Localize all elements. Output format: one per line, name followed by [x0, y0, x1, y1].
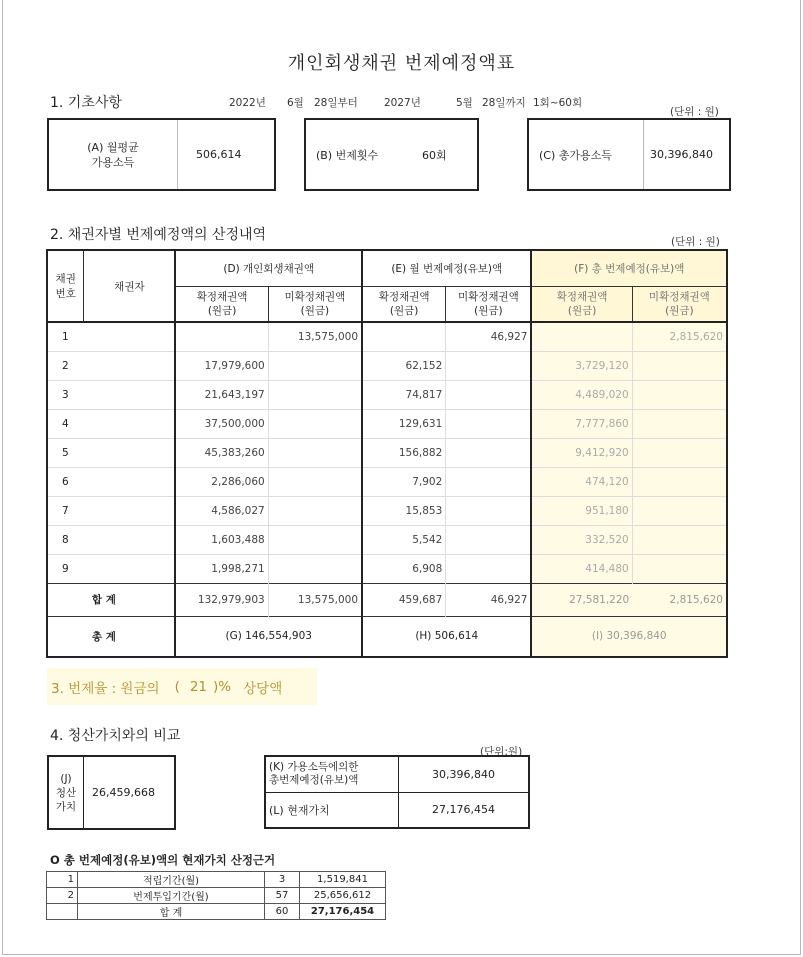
period-start-year: 2022년 — [229, 97, 266, 109]
f-confirmed-principal: (원금) — [567, 304, 597, 317]
f-unconfirmed-label: 미확정채권액 — [648, 290, 710, 303]
row-d2 — [268, 409, 362, 438]
subtotal-e2: 46,927 — [446, 583, 532, 616]
row-d2 — [268, 380, 362, 409]
period-start-day: 28일부터 — [314, 97, 358, 109]
row-creditor — [84, 380, 175, 409]
f-unconfirmed-principal: (원금) — [665, 304, 694, 317]
section3-rate-value: 21 — [189, 678, 208, 695]
subtotal-f2: 2,815,620 — [632, 583, 727, 616]
subtotal-row — [47, 583, 727, 616]
d-confirmed-principal: (원금) — [207, 304, 237, 317]
k-value: 30,396,840 — [399, 756, 530, 792]
row-number: 2 — [62, 359, 69, 372]
row-creditor — [84, 467, 175, 496]
table-row — [47, 322, 727, 351]
row-f2 — [632, 467, 727, 496]
basis-row-1-label: 적립기간(월) — [78, 872, 265, 888]
box-a-label-line1: (A) 월평균 — [87, 140, 139, 154]
k-label-2: 총번제예정(유보)액 — [269, 774, 359, 787]
basis-total-months: 60 — [265, 904, 300, 920]
row-number: 5 — [62, 446, 69, 459]
row-d1: 4,586,027 — [175, 496, 268, 525]
d-unconfirmed-label: 미확정채권액 — [284, 290, 346, 303]
row-f1: 4,489,020 — [531, 380, 632, 409]
row-d1: 2,286,060 — [175, 467, 268, 496]
d-unconfirmed-header — [268, 286, 362, 322]
row-e2 — [446, 380, 532, 409]
section4-unit: (단위:원) — [480, 746, 523, 758]
basis-row-1-months: 3 — [265, 872, 300, 888]
period-end-day: 28일까지 — [482, 97, 526, 109]
period-start-month: 6월 — [287, 97, 304, 109]
row-e2 — [446, 525, 532, 554]
row-f1: 332,520 — [531, 525, 632, 554]
section2-heading: 2. 채권자별 번제예정액의 산정내역 — [50, 227, 267, 243]
box-a-label — [49, 140, 177, 170]
subtotal-label: 합 계 — [84, 583, 175, 616]
box-c-label: (C) 총가용소득 — [539, 148, 612, 162]
section4-heading: 4. 청산가치와의 비교 — [50, 728, 181, 744]
row-e1: 74,817 — [362, 380, 446, 409]
subtotal-d1: 132,979,903 — [175, 583, 268, 616]
row-creditor — [84, 409, 175, 438]
row-creditor — [84, 351, 175, 380]
total-h: (H) 506,614 — [362, 616, 531, 657]
j-label — [48, 756, 84, 829]
page-title: 개인회생채권 번제예정액표 — [287, 53, 516, 74]
total-number-cell — [47, 616, 84, 657]
j-value: 26,459,668 — [84, 756, 176, 829]
row-e1: 5,542 — [362, 525, 446, 554]
row-e2 — [446, 438, 532, 467]
d-confirmed-label: 확정채권액 — [196, 290, 248, 303]
row-e1: 15,853 — [362, 496, 446, 525]
row-f2 — [632, 380, 727, 409]
e-unconfirmed-header — [446, 286, 532, 322]
box-b-label: (B) 번제횟수 — [316, 148, 379, 162]
basis-row-2 — [47, 888, 386, 904]
d-unconfirmed-principal: (원금) — [300, 304, 330, 317]
subtotal-number-cell — [47, 583, 84, 616]
row-e1: 129,631 — [362, 409, 446, 438]
table-row — [47, 496, 727, 525]
row-f1: 951,180 — [531, 496, 632, 525]
row-e1: 7,902 — [362, 467, 446, 496]
total-label: 총 계 — [84, 616, 175, 657]
box-a — [47, 118, 276, 191]
row-e2 — [446, 496, 532, 525]
subtotal-d2: 13,575,000 — [268, 583, 362, 616]
row-f1: 474,120 — [531, 467, 632, 496]
row-creditor — [84, 322, 175, 351]
l-value: 27,176,454 — [399, 792, 530, 828]
d-confirmed-header — [175, 286, 268, 322]
section3-tail: 상당액 — [243, 680, 283, 697]
basis-row-2-months: 57 — [265, 888, 300, 904]
e-confirmed-header — [362, 286, 446, 322]
basis-row-1-no: 1 — [47, 872, 78, 888]
col-number-header — [47, 250, 84, 322]
row-number: 4 — [62, 417, 69, 430]
section1-unit: (단위 : 원) — [670, 106, 719, 118]
table-row — [47, 438, 727, 467]
present-value-table — [264, 755, 530, 829]
period-end-month: 5월 — [456, 97, 473, 109]
e-confirmed-principal: (원금) — [389, 304, 419, 317]
f-unconfirmed-header — [632, 286, 727, 322]
row-f1 — [531, 322, 632, 351]
table-row — [47, 467, 727, 496]
creditor-table — [46, 249, 728, 658]
e-unconfirmed-label: 미확정채권액 — [457, 290, 519, 303]
k-label — [265, 756, 399, 792]
row-creditor — [84, 496, 175, 525]
row-e2 — [446, 409, 532, 438]
group-e-header: (E) 월 번제예정(유보)액 — [362, 250, 531, 286]
l-label: (L) 현재가치 — [265, 792, 399, 828]
row-f2: 2,815,620 — [632, 322, 727, 351]
creditor-rows — [47, 322, 727, 583]
row-e1: 156,882 — [362, 438, 446, 467]
row-d1: 1,603,488 — [175, 525, 268, 554]
basis-table — [46, 871, 386, 920]
row-creditor — [84, 554, 175, 583]
section3-rate — [47, 668, 317, 705]
row-f2 — [632, 525, 727, 554]
section3-suffix: )% — [213, 678, 232, 695]
row-f1: 3,729,120 — [531, 351, 632, 380]
box-a-value: 506,614 — [177, 120, 274, 189]
row-d1: 45,383,260 — [175, 438, 268, 467]
row-d2 — [268, 438, 362, 467]
row-d2 — [268, 467, 362, 496]
basis-total-no — [47, 904, 78, 920]
total-row — [47, 616, 727, 657]
e-unconfirmed-principal: (원금) — [474, 304, 503, 317]
period-rounds: 1회~60회 — [533, 97, 583, 109]
row-e2 — [446, 467, 532, 496]
row-e1: 62,152 — [362, 351, 446, 380]
basis-row-2-no: 2 — [47, 888, 78, 904]
row-number: 6 — [62, 475, 69, 488]
row-e1: 6,908 — [362, 554, 446, 583]
box-c — [527, 118, 731, 191]
group-f-header: (F) 총 번제예정(유보)액 — [531, 250, 727, 286]
table-row — [47, 380, 727, 409]
j-label-1: (J) — [60, 772, 72, 785]
section3-paren: ( — [174, 678, 180, 695]
col-number-label-1: 채권 — [55, 273, 76, 285]
box-c-value: 30,396,840 — [643, 120, 713, 189]
table-row — [47, 351, 727, 380]
col-creditor-header: 채권자 — [84, 250, 175, 322]
row-d2 — [268, 525, 362, 554]
total-g: (G) 146,554,903 — [175, 616, 362, 657]
basis-row-1 — [47, 872, 386, 888]
f-confirmed-label: 확정채권액 — [556, 290, 608, 303]
col-number-label-2: 번호 — [55, 288, 76, 300]
box-b-value: 60회 — [422, 148, 447, 162]
row-creditor — [84, 438, 175, 467]
box-a-label-line2: 가용소득 — [91, 155, 135, 169]
row-d1: 1,998,271 — [175, 554, 268, 583]
table-row — [47, 554, 727, 583]
j-label-3: 가치 — [55, 800, 77, 813]
row-number: 9 — [62, 562, 69, 575]
row-d1: 21,643,197 — [175, 380, 268, 409]
row-e2 — [446, 351, 532, 380]
row-f2 — [632, 409, 727, 438]
row-number: 8 — [62, 533, 69, 546]
k-label-1: (K) 가용소득에의한 — [269, 761, 359, 774]
row-e1 — [362, 322, 446, 351]
row-d1: 37,500,000 — [175, 409, 268, 438]
row-d2 — [268, 496, 362, 525]
row-number: 3 — [62, 388, 69, 401]
row-d2 — [268, 351, 362, 380]
basis-heading: O 총 번제예정(유보)액의 현재가치 산정근거 — [50, 853, 276, 867]
box-b — [304, 118, 479, 191]
basis-total-amount: 27,176,454 — [300, 904, 386, 920]
row-f2 — [632, 554, 727, 583]
row-f2 — [632, 438, 727, 467]
row-d2 — [268, 554, 362, 583]
basis-row-1-amount: 1,519,841 — [300, 872, 386, 888]
row-number: 7 — [62, 504, 69, 517]
row-e2: 46,927 — [446, 322, 532, 351]
row-f2 — [632, 351, 727, 380]
period-end-year: 2027년 — [384, 97, 421, 109]
j-label-2: 청산 — [55, 786, 77, 799]
row-d2: 13,575,000 — [268, 322, 362, 351]
table-row — [47, 525, 727, 554]
basis-total-label: 합 계 — [78, 904, 265, 920]
row-f1: 9,412,920 — [531, 438, 632, 467]
row-d1: 17,979,600 — [175, 351, 268, 380]
group-d-header: (D) 개인회생채권액 — [175, 250, 362, 286]
table-row — [47, 409, 727, 438]
row-number: 1 — [62, 330, 69, 343]
basis-row-2-amount: 25,656,612 — [300, 888, 386, 904]
row-d1 — [175, 322, 268, 351]
section1-heading: 1. 기초사항 — [50, 95, 122, 111]
basis-row-2-label: 번제투입기간(월) — [78, 888, 265, 904]
row-f2 — [632, 496, 727, 525]
basis-total-row — [47, 904, 386, 920]
subtotal-f1: 27,581,220 — [531, 583, 632, 616]
f-confirmed-header — [531, 286, 632, 322]
liquidation-table — [47, 755, 176, 830]
section2-unit: (단위 : 원) — [671, 236, 720, 248]
row-f1: 7,777,860 — [531, 409, 632, 438]
row-f1: 414,480 — [531, 554, 632, 583]
row-creditor — [84, 525, 175, 554]
total-i: (I) 30,396,840 — [531, 616, 727, 657]
row-e2 — [446, 554, 532, 583]
e-confirmed-label: 확정채권액 — [378, 290, 430, 303]
section3-prefix: 3. 번제율 : 원금의 — [51, 680, 160, 697]
subtotal-e1: 459,687 — [362, 583, 446, 616]
